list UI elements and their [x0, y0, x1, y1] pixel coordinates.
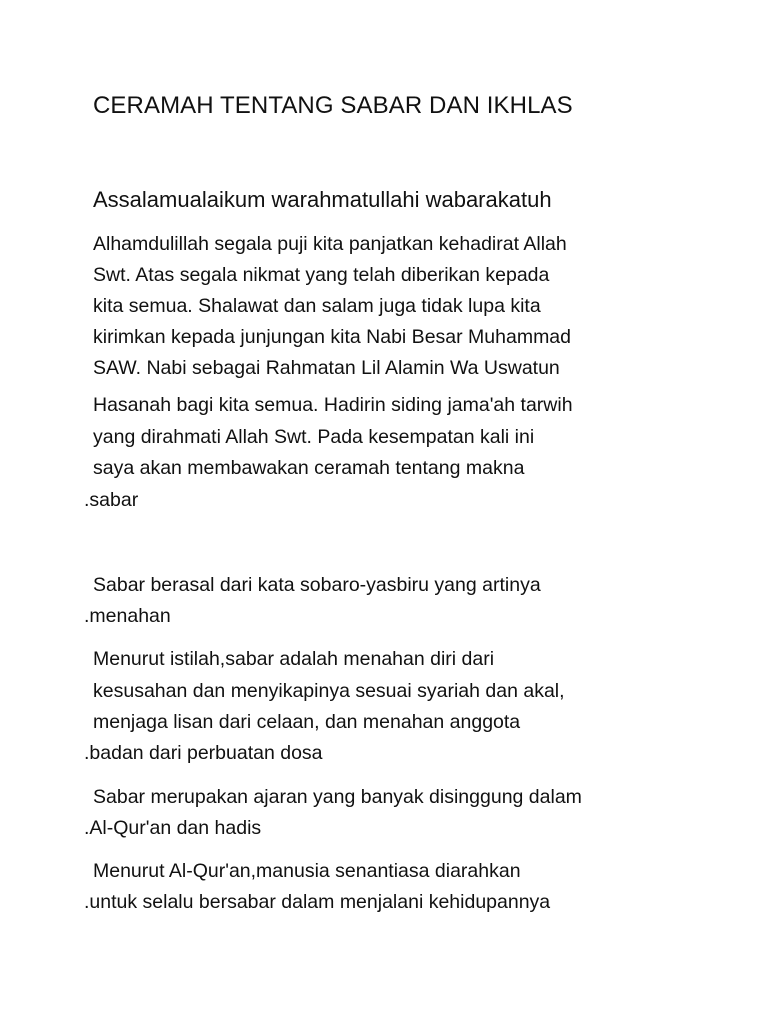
paragraph-line: Menurut Al-Qur'an,manusia senantiasa diarahkan — [93, 860, 521, 882]
paragraph-line: Swt. Atas segala nikmat yang telah diberikan kepada — [93, 264, 550, 286]
paragraph-line: .Al-Qur'an dan hadis — [84, 817, 262, 839]
paragraph-line: yang dirahmati Allah Swt. Pada kesempatan kali ini — [93, 426, 535, 448]
greeting: Assalamualaikum warahmatullahi wabarakatuh — [93, 187, 552, 212]
paragraph-line: Alhamdulillah segala puji kita panjatkan kehadirat Allah — [93, 233, 567, 255]
paragraph-line: menjaga lisan dari celaan, dan menahan anggota — [93, 711, 521, 733]
page-title: CERAMAH TENTANG SABAR DAN IKHLAS — [93, 92, 573, 119]
paragraph-line: Sabar merupakan ajaran yang banyak disinggung dalam — [93, 786, 582, 808]
paragraph-line: saya akan membawakan ceramah tentang makna — [93, 457, 525, 479]
paragraph-line: .untuk selalu bersabar dalam menjalani kehidupannya — [84, 891, 551, 913]
paragraph-line: SAW. Nabi sebagai Rahmatan Lil Alamin Wa Uswatun — [93, 357, 560, 379]
paragraph-line: kita semua. Shalawat dan salam juga tidak lupa kita — [93, 295, 541, 317]
paragraph-line: Menurut istilah,sabar adalah menahan diri dari — [93, 648, 495, 670]
paragraph-line: Hasanah bagi kita semua. Hadirin siding jama'ah tarwih — [93, 394, 573, 416]
paragraph-line: .badan dari perbuatan dosa — [84, 742, 323, 764]
paragraph-line: kesusahan dan menyikapinya sesuai syariah dan akal, — [93, 680, 565, 702]
paragraph-line: .menahan — [84, 605, 171, 627]
paragraph-line: Sabar berasal dari kata sobaro-yasbiru yang artinya — [93, 574, 541, 596]
paragraph-line: kirimkan kepada junjungan kita Nabi Besar Muhammad — [93, 326, 571, 348]
paragraph-line: .sabar — [84, 489, 139, 511]
